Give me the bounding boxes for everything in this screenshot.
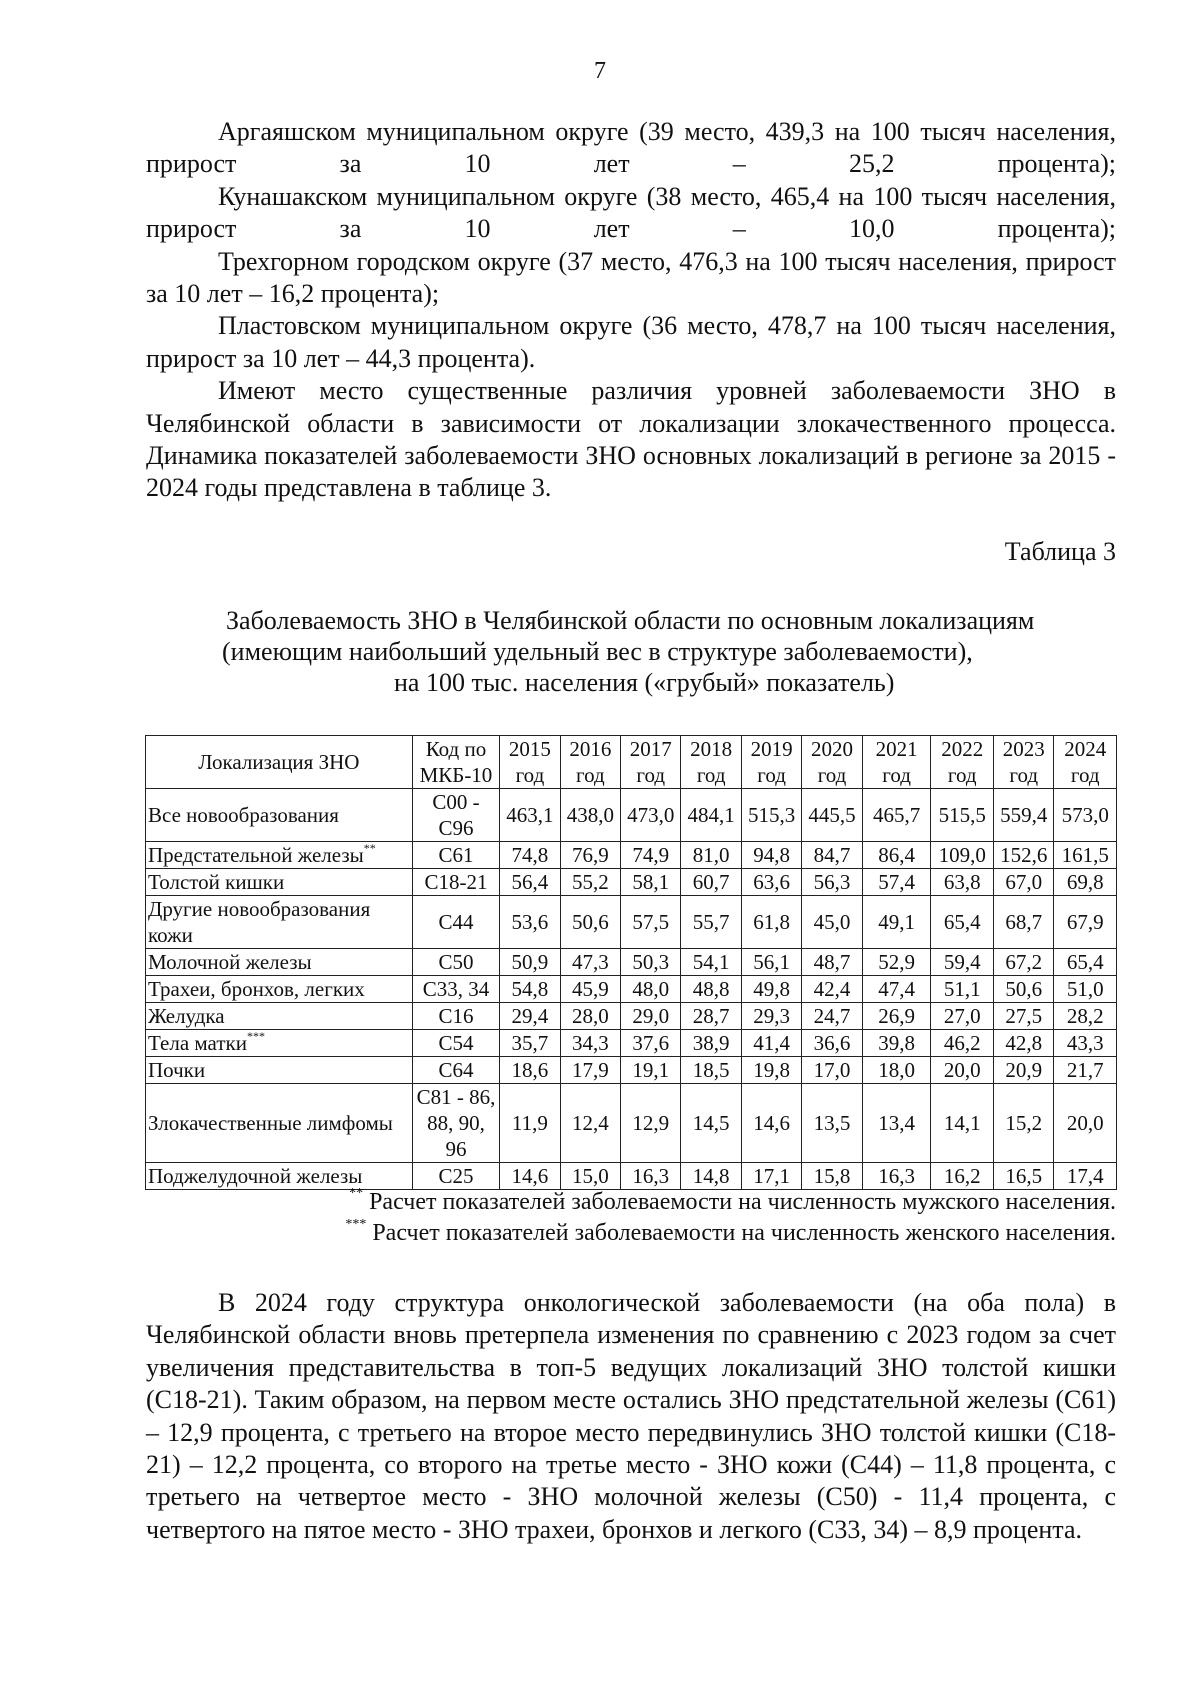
cell-value: 28,0 bbox=[560, 1003, 620, 1030]
cell-value: 48,7 bbox=[802, 949, 862, 976]
cell-value: 26,9 bbox=[862, 1003, 931, 1030]
cell-value: 13,4 bbox=[862, 1084, 931, 1163]
cell-value: 47,3 bbox=[560, 949, 620, 976]
cell-value: 50,3 bbox=[621, 949, 681, 976]
cell-value: 74,9 bbox=[621, 842, 681, 869]
table-title-line-2: (имеющим наибольший удельный вес в структуре заболеваемости), bbox=[222, 637, 973, 666]
header-year: 2021 год bbox=[862, 736, 931, 789]
cell-value: 58,1 bbox=[621, 869, 681, 896]
header-year: 2020 год bbox=[802, 736, 862, 789]
cell-value: 68,7 bbox=[993, 896, 1053, 949]
cell-value: 14,5 bbox=[681, 1084, 741, 1163]
localization-name: Другие новообразования кожи bbox=[148, 897, 371, 947]
cell-value: 69,8 bbox=[1054, 869, 1117, 896]
cell-value: 14,8 bbox=[681, 1163, 741, 1190]
cell-value: 49,1 bbox=[862, 896, 931, 949]
table-body bbox=[146, 789, 1117, 1190]
header-year: 2024 год bbox=[1054, 736, 1117, 789]
localization-name: Трахеи, бронхов, легких bbox=[148, 977, 365, 1001]
paragraph-differences: Имеют место существенные различия уровней заболеваемости ЗНО в Челябинской области в зависимости от локализации злокачественного процесса. Динамика показателей заболеваемости ЗНО основных локализаций в регионе за 2015 - 2024 годы представлена в таблице 3. bbox=[146, 376, 1116, 503]
cell-value: 19,1 bbox=[621, 1057, 681, 1084]
cell-value: 38,9 bbox=[681, 1030, 741, 1057]
header-year: 2023 год bbox=[993, 736, 1053, 789]
header-year: 2022 год bbox=[931, 736, 994, 789]
cell-value: 16,3 bbox=[621, 1163, 681, 1190]
cell-value: 42,4 bbox=[802, 976, 862, 1003]
cell-value: 67,0 bbox=[993, 869, 1053, 896]
table-header-row bbox=[146, 736, 1117, 789]
cell-value: 27,0 bbox=[931, 1003, 994, 1030]
cell-value: 60,7 bbox=[681, 869, 741, 896]
cell-value: 48,0 bbox=[621, 976, 681, 1003]
table-row bbox=[146, 1003, 1117, 1030]
cell-value: 15,8 bbox=[802, 1163, 862, 1190]
localization-name: Толстой кишки bbox=[148, 870, 285, 894]
table-title-line-1: Заболеваемость ЗНО в Челябинской области по основным локализациям bbox=[226, 606, 1035, 635]
cell-value: 63,6 bbox=[741, 869, 801, 896]
cell-value: 11,9 bbox=[500, 1084, 560, 1163]
cell-value: 81,0 bbox=[681, 842, 741, 869]
cell-value: 43,3 bbox=[1054, 1030, 1117, 1057]
cell-icd-code: С16 bbox=[412, 1003, 500, 1030]
cell-value: 94,8 bbox=[741, 842, 801, 869]
header-year: 2018 год bbox=[681, 736, 741, 789]
cell-value: 29,4 bbox=[500, 1003, 560, 1030]
paragraph-plast: Пластовском муниципальном округе (36 место, 478,7 на 100 тысяч населения, прирост за 10 лет – 44,3 процента). bbox=[146, 311, 1116, 373]
localization-name: Предстательной железы bbox=[148, 843, 364, 867]
cell-value: 24,7 bbox=[802, 1003, 862, 1030]
cell-value: 14,6 bbox=[741, 1084, 801, 1163]
table-title bbox=[146, 605, 1186, 698]
cell-value: 28,2 bbox=[1054, 1003, 1117, 1030]
table-row bbox=[146, 1057, 1117, 1084]
cell-value: 84,7 bbox=[802, 842, 862, 869]
cell-value: 445,5 bbox=[802, 789, 862, 842]
cell-localization bbox=[146, 1003, 413, 1030]
incidence-table bbox=[145, 735, 1117, 1190]
cell-value: 13,5 bbox=[802, 1084, 862, 1163]
cell-icd-code: С33, 34 bbox=[412, 976, 500, 1003]
header-year: 2019 год bbox=[741, 736, 801, 789]
cell-value: 18,0 bbox=[862, 1057, 931, 1084]
table-row bbox=[146, 1163, 1117, 1190]
cell-value: 51,1 bbox=[931, 976, 994, 1003]
cell-localization bbox=[146, 842, 413, 869]
footnote-female bbox=[345, 1218, 1116, 1249]
cell-value: 14,1 bbox=[931, 1084, 994, 1163]
cell-value: 16,5 bbox=[993, 1163, 1053, 1190]
cell-value: 52,9 bbox=[862, 949, 931, 976]
cell-value: 21,7 bbox=[1054, 1057, 1117, 1084]
cell-value: 61,8 bbox=[741, 896, 801, 949]
cell-value: 51,0 bbox=[1054, 976, 1117, 1003]
cell-value: 29,0 bbox=[621, 1003, 681, 1030]
cell-value: 76,9 bbox=[560, 842, 620, 869]
cell-localization bbox=[146, 1030, 413, 1057]
cell-value: 57,4 bbox=[862, 869, 931, 896]
cell-value: 17,1 bbox=[741, 1163, 801, 1190]
cell-value: 27,5 bbox=[993, 1003, 1053, 1030]
cell-value: 34,3 bbox=[560, 1030, 620, 1057]
cell-value: 56,3 bbox=[802, 869, 862, 896]
cell-value: 19,8 bbox=[741, 1057, 801, 1084]
localization-name: Поджелудочной железы bbox=[148, 1164, 363, 1188]
cell-localization bbox=[146, 789, 413, 842]
footnote-marker: ** bbox=[363, 841, 376, 855]
page-number: 7 bbox=[594, 58, 606, 84]
table-row bbox=[146, 949, 1117, 976]
cell-value: 49,8 bbox=[741, 976, 801, 1003]
cell-value: 20,0 bbox=[1054, 1084, 1117, 1163]
cell-value: 65,4 bbox=[931, 896, 994, 949]
cell-value: 42,8 bbox=[993, 1030, 1053, 1057]
cell-value: 39,8 bbox=[862, 1030, 931, 1057]
cell-icd-code: С81 - 86, 88, 90, 96 bbox=[412, 1084, 500, 1163]
cell-value: 56,4 bbox=[500, 869, 560, 896]
cell-value: 161,5 bbox=[1054, 842, 1117, 869]
cell-value: 50,9 bbox=[500, 949, 560, 976]
cell-localization bbox=[146, 949, 413, 976]
cell-value: 12,9 bbox=[621, 1084, 681, 1163]
footnote-male bbox=[345, 1187, 1116, 1218]
cell-value: 45,9 bbox=[560, 976, 620, 1003]
table-label: Таблица 3 bbox=[1004, 537, 1116, 566]
cell-value: 573,0 bbox=[1054, 789, 1117, 842]
footnote-mark: *** bbox=[345, 1217, 367, 1232]
cell-value: 59,4 bbox=[931, 949, 994, 976]
cell-value: 46,2 bbox=[931, 1030, 994, 1057]
header-year: 2017 год bbox=[621, 736, 681, 789]
table-row bbox=[146, 1084, 1117, 1163]
cell-localization bbox=[146, 1057, 413, 1084]
cell-value: 109,0 bbox=[931, 842, 994, 869]
cell-icd-code: С18-21 bbox=[412, 869, 500, 896]
table-title-line-3: на 100 тыс. населения («грубый» показатель) bbox=[394, 668, 895, 697]
cell-value: 152,6 bbox=[993, 842, 1053, 869]
paragraph-kunashak: Кунашакском муниципальном округе (38 место, 465,4 на 100 тысяч населения, прирост за 10 лет – 10,0 процента); bbox=[146, 181, 1116, 244]
cell-icd-code: С50 bbox=[412, 949, 500, 976]
cell-value: 16,2 bbox=[931, 1163, 994, 1190]
cell-icd-code: С25 bbox=[412, 1163, 500, 1190]
cell-value: 473,0 bbox=[621, 789, 681, 842]
cell-value: 559,4 bbox=[993, 789, 1053, 842]
cell-value: 54,1 bbox=[681, 949, 741, 976]
cell-value: 53,6 bbox=[500, 896, 560, 949]
localization-name: Тела матки bbox=[148, 1031, 247, 1055]
localization-name: Все новообразования bbox=[148, 803, 339, 827]
cell-icd-code: С44 bbox=[412, 896, 500, 949]
cell-value: 15,2 bbox=[993, 1084, 1053, 1163]
cell-value: 57,5 bbox=[621, 896, 681, 949]
cell-value: 50,6 bbox=[560, 896, 620, 949]
cell-value: 438,0 bbox=[560, 789, 620, 842]
localization-name: Молочной железы bbox=[148, 950, 312, 974]
cell-icd-code: С54 bbox=[412, 1030, 500, 1057]
cell-localization bbox=[146, 976, 413, 1003]
cell-localization bbox=[146, 896, 413, 949]
cell-value: 63,8 bbox=[931, 869, 994, 896]
header-localization: Локализация ЗНО bbox=[146, 736, 413, 789]
footnote-marker: *** bbox=[246, 1029, 265, 1043]
table-row bbox=[146, 842, 1117, 869]
cell-icd-code: С00 - С96 bbox=[412, 789, 500, 842]
cell-value: 515,3 bbox=[741, 789, 801, 842]
cell-localization bbox=[146, 1163, 413, 1190]
cell-value: 16,3 bbox=[862, 1163, 931, 1190]
cell-value: 54,8 bbox=[500, 976, 560, 1003]
footnote-text: Расчет показателей заболеваемости на численность мужского населения. bbox=[363, 1189, 1116, 1215]
intro-text bbox=[146, 116, 1116, 505]
cell-value: 12,4 bbox=[560, 1084, 620, 1163]
cell-value: 56,1 bbox=[741, 949, 801, 976]
cell-value: 17,9 bbox=[560, 1057, 620, 1084]
cell-icd-code: С64 bbox=[412, 1057, 500, 1084]
cell-value: 18,5 bbox=[681, 1057, 741, 1084]
cell-icd-code: С61 bbox=[412, 842, 500, 869]
header-code: Код по МКБ-10 bbox=[412, 736, 500, 789]
cell-value: 465,7 bbox=[862, 789, 931, 842]
cell-value: 67,9 bbox=[1054, 896, 1117, 949]
cell-value: 29,3 bbox=[741, 1003, 801, 1030]
table-row bbox=[146, 869, 1117, 896]
cell-value: 37,6 bbox=[621, 1030, 681, 1057]
closing-text bbox=[146, 1287, 1116, 1546]
footnotes bbox=[345, 1187, 1116, 1249]
cell-value: 36,6 bbox=[802, 1030, 862, 1057]
cell-value: 48,8 bbox=[681, 976, 741, 1003]
cell-value: 17,4 bbox=[1054, 1163, 1117, 1190]
cell-value: 65,4 bbox=[1054, 949, 1117, 976]
table-row bbox=[146, 896, 1117, 949]
cell-value: 15,0 bbox=[560, 1163, 620, 1190]
cell-value: 45,0 bbox=[802, 896, 862, 949]
cell-value: 463,1 bbox=[500, 789, 560, 842]
paragraph-argayash: Аргаяшском муниципальном округе (39 место, 439,3 на 100 тысяч населения, прирост за 10 лет – 25,2 процента); bbox=[146, 117, 1116, 179]
header-year: 2016 год bbox=[560, 736, 620, 789]
cell-value: 55,2 bbox=[560, 869, 620, 896]
cell-value: 20,0 bbox=[931, 1057, 994, 1084]
header-year: 2015 год bbox=[500, 736, 560, 789]
cell-value: 14,6 bbox=[500, 1163, 560, 1190]
table-row bbox=[146, 1030, 1117, 1057]
cell-value: 47,4 bbox=[862, 976, 931, 1003]
localization-name: Желудка bbox=[148, 1004, 225, 1028]
localization-name: Почки bbox=[148, 1058, 206, 1082]
cell-value: 20,9 bbox=[993, 1057, 1053, 1084]
cell-localization bbox=[146, 1084, 413, 1163]
footnote-text: Расчет показателей заболеваемости на численность женского населения. bbox=[366, 1220, 1116, 1246]
cell-value: 484,1 bbox=[681, 789, 741, 842]
table-row bbox=[146, 976, 1117, 1003]
cell-value: 515,5 bbox=[931, 789, 994, 842]
footnote-mark: ** bbox=[349, 1186, 364, 1201]
cell-value: 28,7 bbox=[681, 1003, 741, 1030]
cell-value: 74,8 bbox=[500, 842, 560, 869]
localization-name: Злокачественные лимфомы bbox=[148, 1111, 393, 1135]
cell-localization bbox=[146, 869, 413, 896]
cell-value: 67,2 bbox=[993, 949, 1053, 976]
paragraph-trekhgorny: Трехгорном городском округе (37 место, 476,3 на 100 тысяч населения, прирост за 10 лет – 16,2 процента); bbox=[146, 246, 1116, 309]
cell-value: 35,7 bbox=[500, 1030, 560, 1057]
cell-value: 55,7 bbox=[681, 896, 741, 949]
cell-value: 17,0 bbox=[802, 1057, 862, 1084]
table-row bbox=[146, 789, 1117, 842]
cell-value: 41,4 bbox=[741, 1030, 801, 1057]
cell-value: 86,4 bbox=[862, 842, 931, 869]
paragraph-structure-2024: В 2024 году структура онкологической заболеваемости (на оба пола) в Челябинской области вновь претерпела изменения по сравнению с 2023 годом за счет увеличения представительства в топ-5 ведущих локализаций ЗНО толстой кишки (С18-21). Таким образом, на первом месте остались ЗНО предстательной железы (С61) – 12,9 процента, с третьего на второе место передвинулись ЗНО толстой кишки (С18-21) – 12,2 процента, со второго на третье место - ЗНО кожи (С44) – 11,8 процента, с третьего на четвертое место - ЗНО молочной железы (С50) - 11,4 процента, с четвертого на пятое место - ЗНО трахеи, бронхов и легкого (С33, 34) – 8,9 процента. bbox=[146, 1288, 1116, 1544]
cell-value: 18,6 bbox=[500, 1057, 560, 1084]
cell-value: 50,6 bbox=[993, 976, 1053, 1003]
